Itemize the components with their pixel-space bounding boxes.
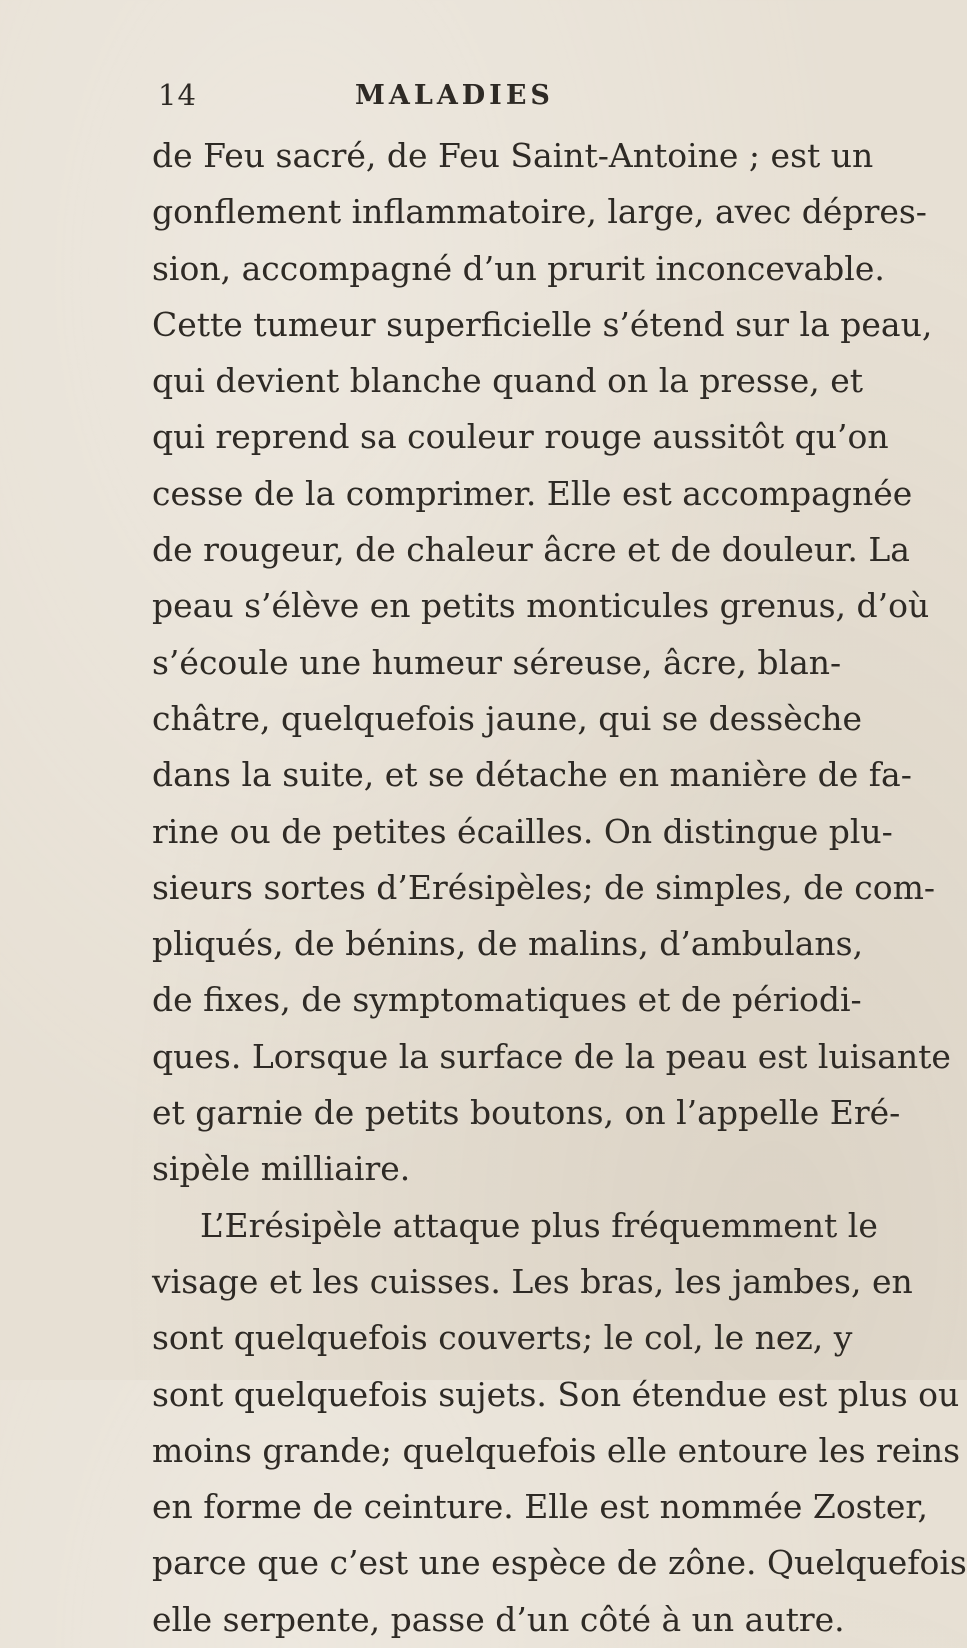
text-line: L’Erésipèle attaque plus fréquemment le [200, 1205, 878, 1245]
text-line: qui devient blanche quand on la presse, et [152, 361, 864, 401]
text-line: sipèle milliaire. [152, 1149, 411, 1189]
text-line: visage et les cuisses. Les bras, les jambes, en [152, 1261, 913, 1301]
text-line: gonflement inflammatoire, large, avec dépres- [152, 192, 927, 232]
text-line: sion, accompagné d’un prurit inconcevable. [152, 248, 885, 288]
text-line: rine ou de petites écailles. On distingue plu- [152, 811, 893, 851]
text-line: de rougeur, de chaleur âcre et de douleur. La [152, 530, 910, 570]
text-line: de fixes, de symptomatiques et de périodi- [152, 980, 862, 1020]
text-line: pliqués, de bénins, de malins, d’ambulans, [152, 924, 864, 964]
text-line: s’écoule une humeur séreuse, âcre, blan- [152, 642, 842, 682]
text-line: de Feu sacré, de Feu Saint-Antoine ; est un [152, 136, 874, 175]
body-text [152, 128, 967, 1648]
text-line: Cette tumeur superficielle s’étend sur la peau, [152, 304, 933, 344]
text-line: sont quelquefois sujets. Son étendue est plus ou [152, 1374, 960, 1414]
text-line: elle serpente, passe d’un côté à un autre. [152, 1599, 845, 1639]
text-line: en forme de ceinture. Elle est nommée Zoster, [152, 1487, 929, 1527]
text-line: et garnie de petits boutons, on l’appelle Eré- [152, 1093, 901, 1133]
text-line: cesse de la comprimer. Elle est accompagnée [152, 473, 913, 513]
running-head [0, 78, 800, 118]
text-line: sont quelquefois couverts; le col, le nez, y [152, 1318, 853, 1358]
text-line: sieurs sortes d’Erésipèles; de simples, de com- [152, 867, 936, 907]
page-number: 14 [158, 78, 197, 112]
text-line: ques. Lorsque la surface de la peau est luisante [152, 1036, 951, 1076]
paragraph-2 [152, 1198, 967, 1648]
text-line: châtre, quelquefois jaune, qui se dessèche [152, 698, 862, 738]
text-line: dans la suite, et se détache en manière de fa- [152, 755, 912, 795]
text-line: moins grande; quelquefois elle entoure les reins [152, 1430, 961, 1470]
paragraph-1 [152, 128, 951, 1198]
running-title: MALADIES [355, 80, 554, 111]
text-line: qui reprend sa couleur rouge aussitôt qu’on [152, 417, 889, 457]
text-line: peau s’élève en petits monticules grenus, d’où [152, 586, 930, 626]
text-line: parce que c’est une espèce de zône. Quelquefois [152, 1543, 967, 1583]
